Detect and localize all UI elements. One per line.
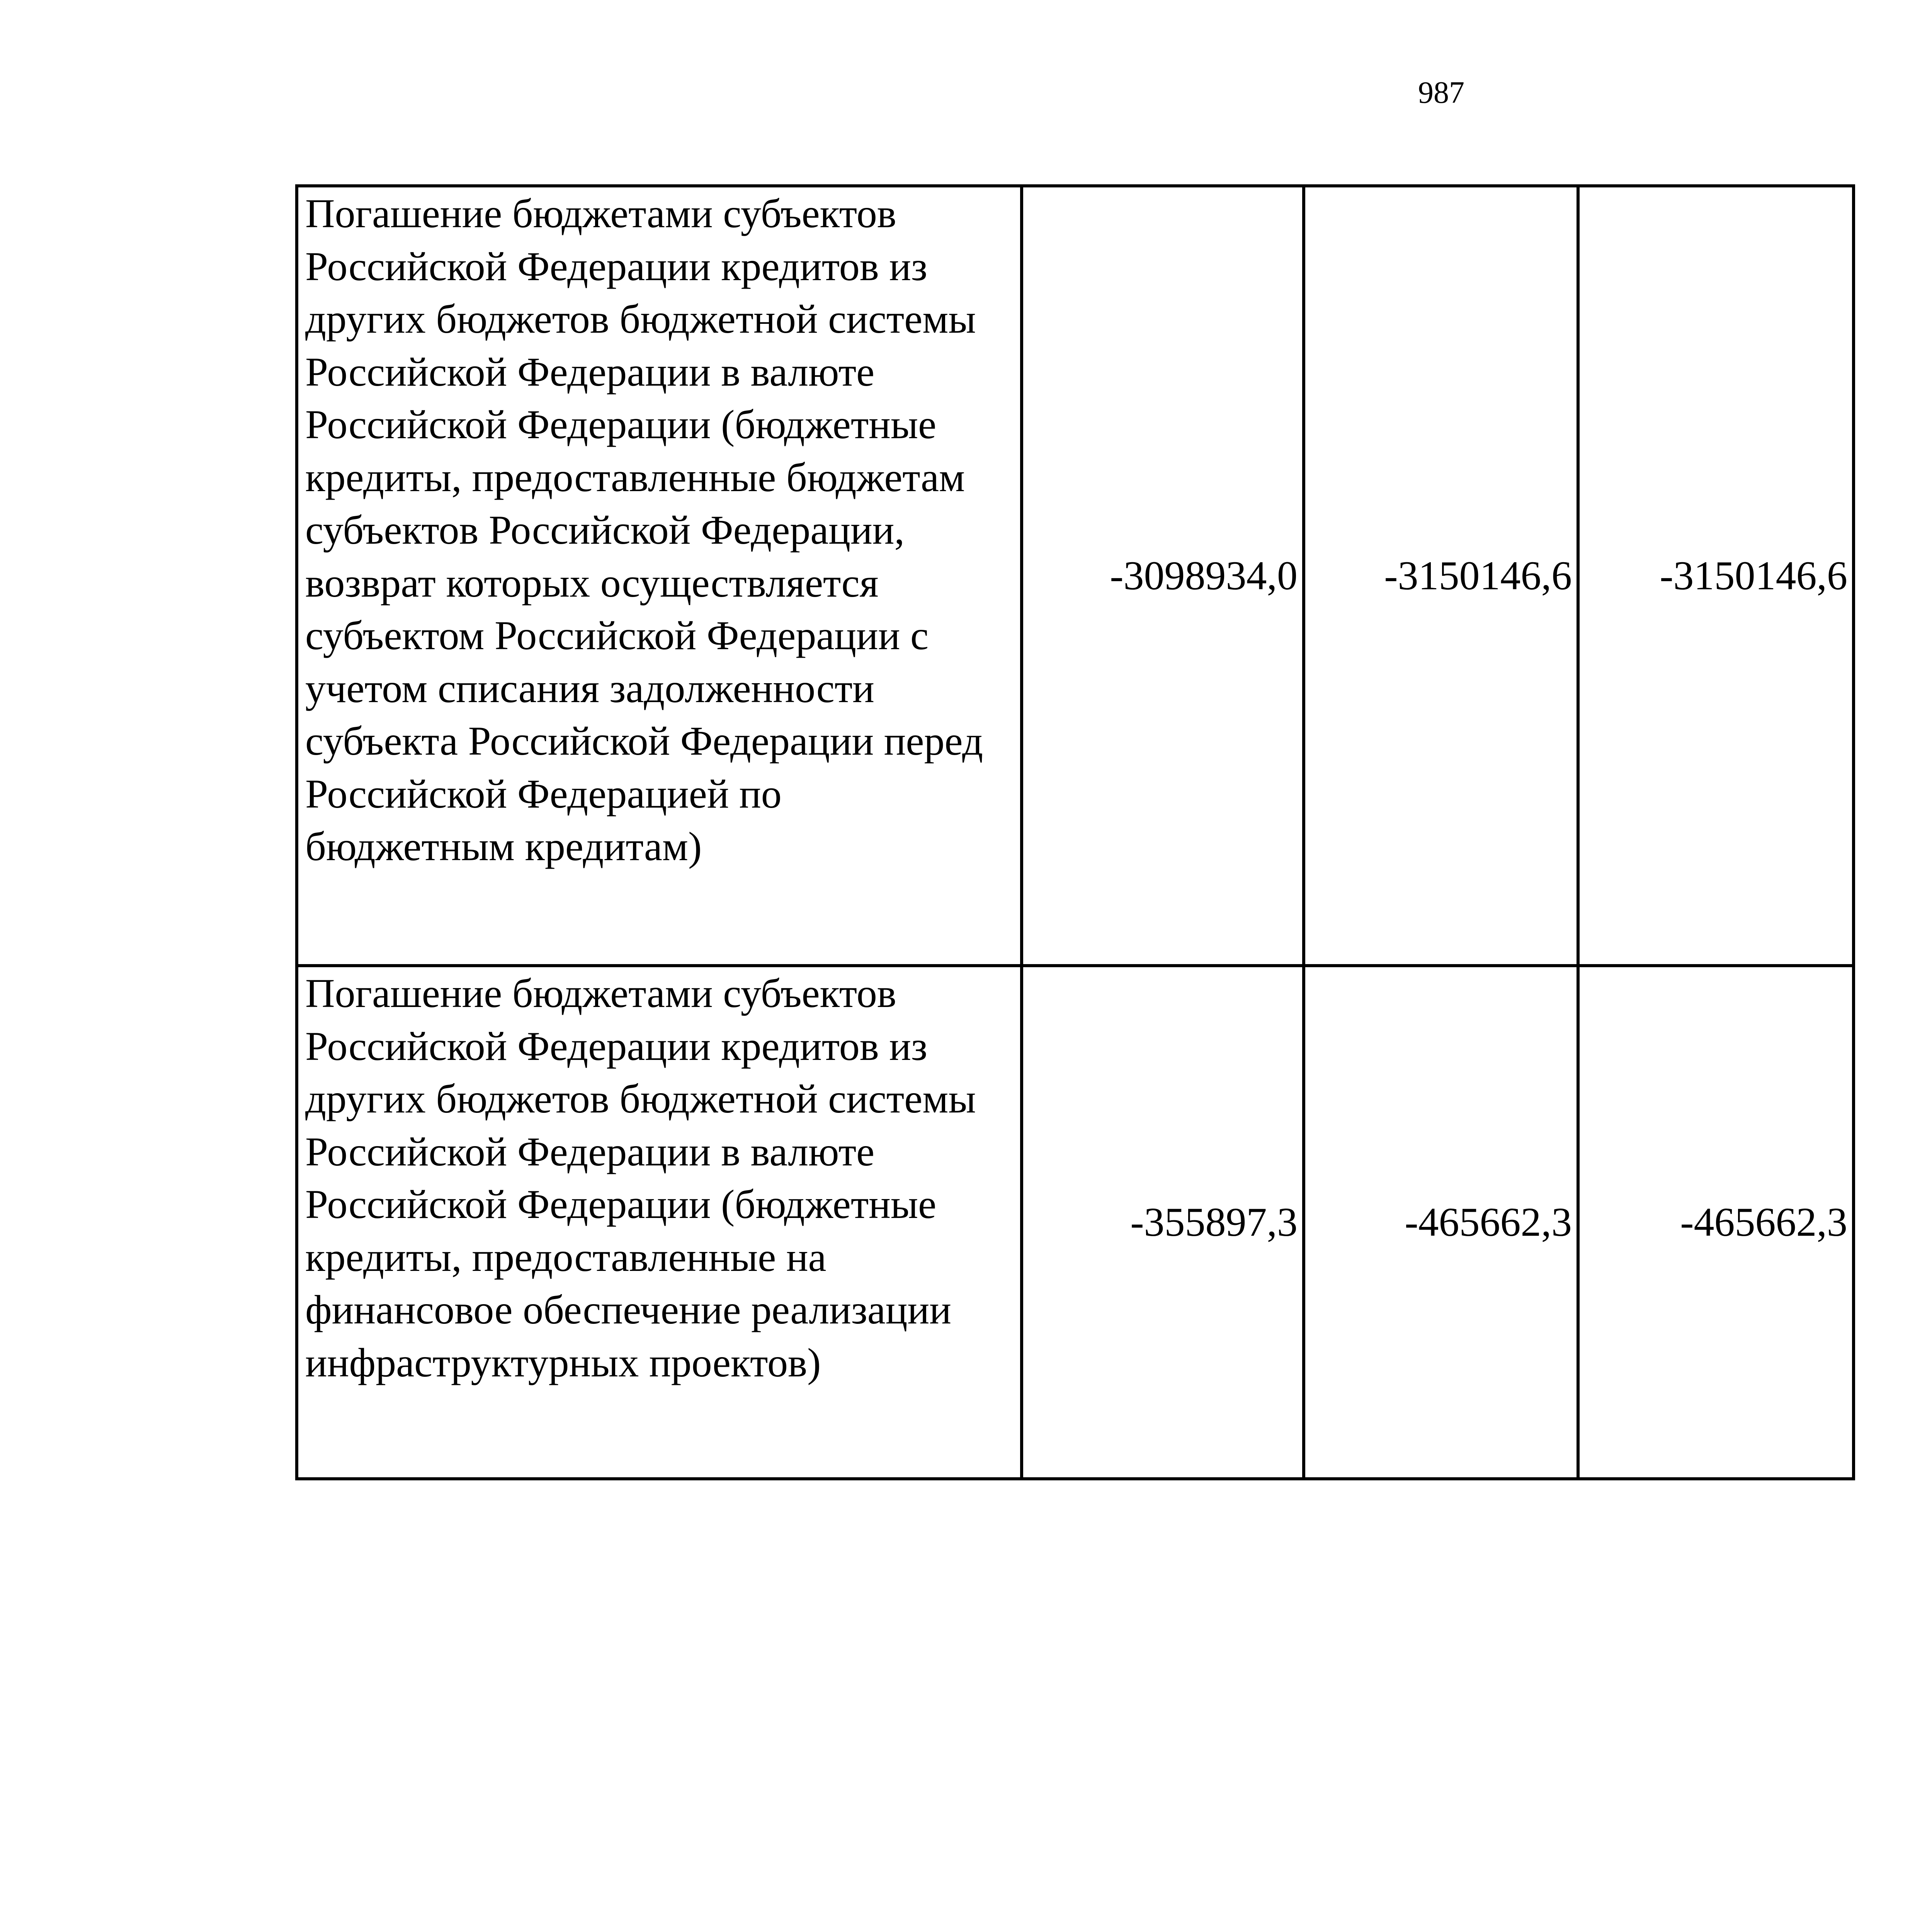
budget-table — [295, 184, 1855, 1480]
description-line: кредиты, предоставленные бюджетам — [305, 454, 965, 500]
value-cell: -3150146,6 — [1304, 186, 1578, 966]
description-line: Российской Федерации (бюджетные — [305, 402, 937, 447]
description-line: Российской Федерации в валюте — [305, 349, 875, 395]
description-line: других бюджетов бюджетной системы — [305, 296, 976, 342]
table-row — [297, 186, 1854, 966]
description-line: Российской Федерации кредитов из — [305, 1023, 927, 1069]
description-line: учетом списания задолженности — [305, 665, 874, 711]
value-cell: -3150146,6 — [1578, 186, 1854, 966]
description-line: субъектов Российской Федерации, — [305, 507, 905, 553]
description-line: бюджетным кредитам) — [305, 824, 702, 869]
description-line: возврат которых осуществляется — [305, 560, 879, 606]
description-line: Погашение бюджетами субъектов — [305, 971, 896, 1016]
description-line: Российской Федерации кредитов из — [305, 243, 927, 289]
value-cell: -355897,3 — [1022, 966, 1304, 1479]
description-line: субъекта Российской Федерации перед — [305, 718, 983, 764]
value-cell: -465662,3 — [1578, 966, 1854, 1479]
value-cell: -465662,3 — [1304, 966, 1578, 1479]
value-cell: -3098934,0 — [1022, 186, 1304, 966]
row-description — [297, 186, 1022, 966]
description-line: Российской Федерации в валюте — [305, 1129, 875, 1174]
description-line: финансовое обеспечение реализации — [305, 1287, 951, 1332]
description-line: субъектом Российской Федерации с — [305, 613, 929, 658]
description-line: Российской Федерацией по — [305, 771, 782, 816]
description-line: Погашение бюджетами субъектов — [305, 191, 896, 236]
description-line: Российской Федерации (бюджетные — [305, 1182, 937, 1227]
page-number: 987 — [1418, 76, 1464, 110]
description-line: других бюджетов бюджетной системы — [305, 1076, 976, 1121]
description-line: кредиты, предоставленные на — [305, 1234, 827, 1280]
row-description — [297, 966, 1022, 1479]
table-row — [297, 966, 1854, 1479]
description-line: инфраструктурных проектов) — [305, 1340, 821, 1385]
